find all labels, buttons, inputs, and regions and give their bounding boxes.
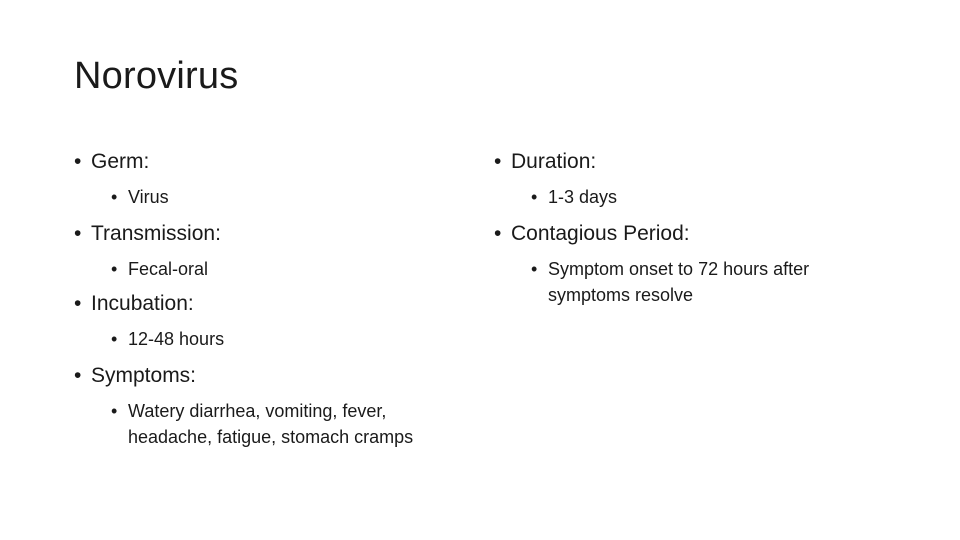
list-item-symptoms — [74, 364, 428, 450]
list-item-germ — [74, 150, 169, 210]
item-detail: • Watery diarrhea, vomiting, fever, headache, fatigue, stomach cramps — [111, 398, 428, 450]
item-heading: • Incubation: — [74, 292, 224, 316]
item-heading: • Symptoms: — [74, 364, 428, 388]
list-item-contagious-period — [494, 222, 888, 308]
item-heading: • Transmission: — [74, 222, 221, 246]
list-item-incubation — [74, 292, 224, 352]
item-detail: • 12-48 hours — [111, 326, 224, 352]
item-heading: • Contagious Period: — [494, 222, 888, 246]
list-item-duration — [494, 150, 617, 210]
item-detail: • Virus — [111, 184, 169, 210]
list-item-transmission — [74, 222, 221, 282]
item-detail: • Fecal-oral — [111, 256, 221, 282]
item-heading: • Duration: — [494, 150, 617, 174]
slide-title: Norovirus — [74, 55, 239, 97]
item-detail: • 1-3 days — [531, 184, 617, 210]
item-heading: • Germ: — [74, 150, 169, 174]
item-detail: • Symptom onset to 72 hours after symptoms resolve — [531, 256, 888, 308]
